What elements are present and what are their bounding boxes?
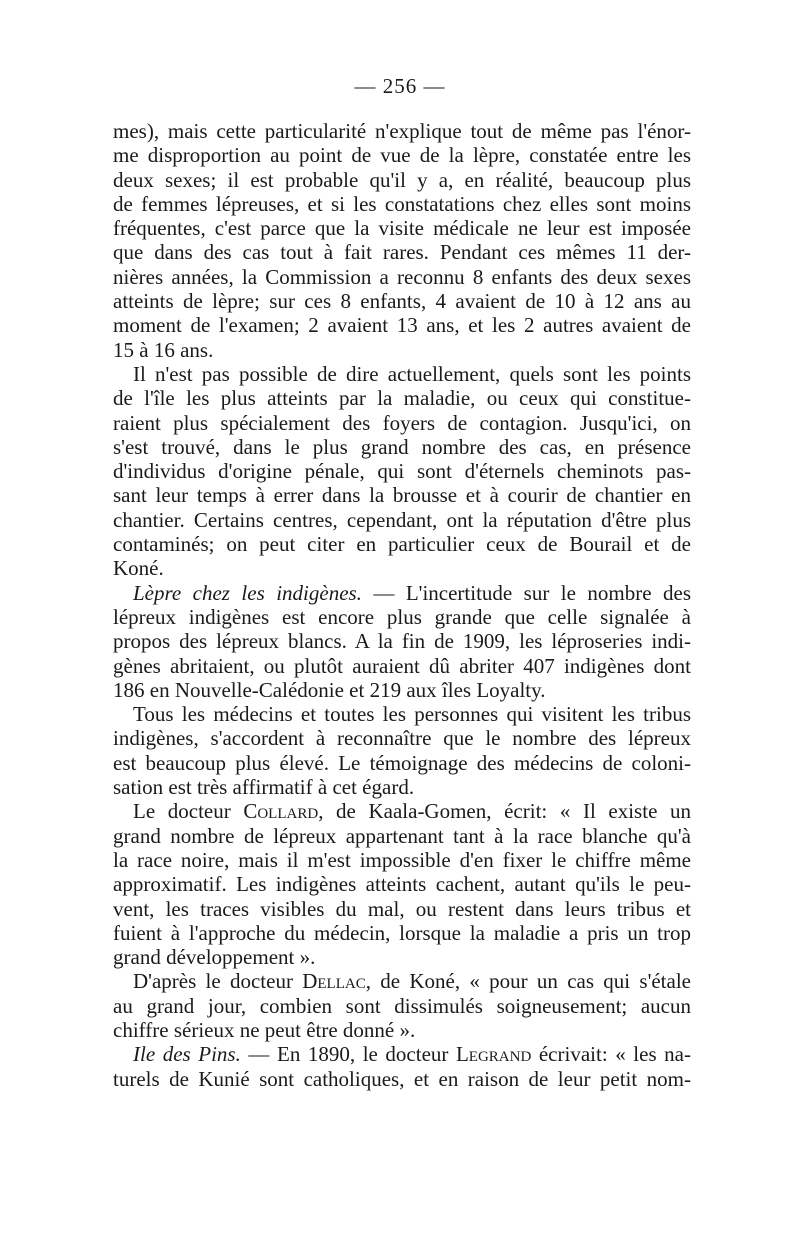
text-line: grand nombre de lépreux appartenant tant à la race blanche qu'à <box>113 823 691 848</box>
text-run: — L'incertitude sur le nombre des <box>361 580 691 605</box>
text-line: est beaucoup plus élevé. Le témoignage des médecins de coloni- <box>113 750 691 775</box>
text-line: mes), mais cette particularité n'explique tout de même pas l'énor- <box>113 119 691 143</box>
text-line: sant leur temps à errer dans la brousse et à courir de chantier en <box>113 483 691 508</box>
text-run: Le docteur <box>133 799 244 824</box>
paragraph <box>113 702 691 799</box>
text-line: 15 à 16 ans. <box>113 337 214 362</box>
author-name: Legrand <box>455 1042 532 1067</box>
page-number: — 256 — <box>354 74 446 98</box>
text-line: sation est très affirmatif à cet égard. <box>113 775 415 800</box>
text-line: d'individus d'origine pénale, qui sont d'éternels cheminots pas- <box>113 459 691 484</box>
text-line: me disproportion au point de vue de la lèpre, constatée entre les <box>113 143 691 168</box>
author-name: Dellac <box>302 969 366 994</box>
text-line: deux sexes; il est probable qu'il y a, en réalité, beaucoup plus <box>113 167 691 192</box>
text-line: Koné. <box>113 556 164 581</box>
text-line: lépreux indigènes est encore plus grande que celle signalée à <box>113 604 691 629</box>
text-run: D'après le docteur <box>133 969 303 994</box>
text-line: chantier. Certains centres, cependant, ont la réputation d'être plus <box>113 507 691 532</box>
text-line: chiffre sérieux ne peut être donné ». <box>113 1017 416 1042</box>
text-run: — En 1890, le docteur <box>240 1042 456 1067</box>
paragraph <box>113 1042 691 1091</box>
paragraph <box>113 362 691 581</box>
text-line: raient plus spécialement des foyers de contagion. Jusqu'ici, on <box>113 410 691 435</box>
text-line: indigènes, s'accordent à reconnaître que le nombre des lépreux <box>113 726 691 751</box>
body-text <box>113 119 691 1091</box>
text-line <box>113 581 691 605</box>
text-line: fréquentes, c'est parce que la visite médicale ne leur est imposée <box>113 216 691 241</box>
text-line: moment de l'examen; 2 avaient 13 ans, et les 2 autres avaient de <box>113 313 691 338</box>
text-line: 186 en Nouvelle-Calédonie et 219 aux îles Loyalty. <box>113 677 546 702</box>
paragraph <box>113 799 691 969</box>
paragraph <box>113 119 691 362</box>
text-line: gènes abritaient, ou plutôt auraient dû abriter 407 indigènes dont <box>113 653 691 678</box>
text-line: la race noire, mais il m'est impossible d'en fixer le chiffre même <box>113 847 691 872</box>
text-line: vent, les traces visibles du mal, ou restent dans leurs tribus et <box>113 896 691 921</box>
text-line: de femmes lépreuses, et si les constatations chez elles sont moins <box>113 191 691 216</box>
text-line: fuient à l'approche du médecin, lorsque la maladie a pris un trop <box>113 920 691 945</box>
text-line: Tous les médecins et toutes les personnes qui visitent les tribus <box>133 702 691 727</box>
text-line: que dans des cas tout à fait rares. Pendant ces mêmes 11 der- <box>113 240 691 265</box>
author-name: Collard <box>243 799 319 824</box>
text-line: contaminés; on peut citer en particulier ceux de Bourail et de <box>113 532 691 557</box>
text-line <box>113 799 691 823</box>
text-line: propos des lépreux blancs. A la fin de 1909, les léproseries indi- <box>113 629 691 654</box>
text-line: au grand jour, combien sont dissimulés soigneusement; aucun <box>113 993 691 1018</box>
section-heading: Ile des Pins. <box>133 1042 241 1067</box>
paragraph <box>113 969 691 1042</box>
text-line: s'est trouvé, dans le plus grand nombre des cas, en présence <box>113 434 691 459</box>
text-run: écrivait: « les na- <box>531 1042 691 1067</box>
text-line <box>113 969 691 993</box>
text-run: , de Koné, « pour un cas qui s'étale <box>365 969 691 994</box>
text-line <box>113 1042 691 1066</box>
text-line: approximatif. Les indigènes atteints cachent, autant qu'ils le peu- <box>113 872 691 897</box>
section-heading: Lèpre chez les indigènes. <box>133 580 362 605</box>
text-line: atteints de lèpre; sur ces 8 enfants, 4 avaient de 10 à 12 ans au <box>113 289 691 314</box>
text-run: , de Kaala-Gomen, écrit: « Il existe un <box>318 799 691 824</box>
text-line: nières années, la Commission a reconnu 8 enfants des deux sexes <box>113 264 691 289</box>
text-line: turels de Kunié sont catholiques, et en raison de leur petit nom- <box>113 1066 691 1091</box>
text-line: grand développement ». <box>113 945 316 970</box>
text-line: Il n'est pas possible de dire actuellement, quels sont les points <box>133 361 691 386</box>
paragraph <box>113 581 691 702</box>
text-line: de l'île les plus atteints par la maladie, ou ceux qui constitue- <box>113 386 691 411</box>
